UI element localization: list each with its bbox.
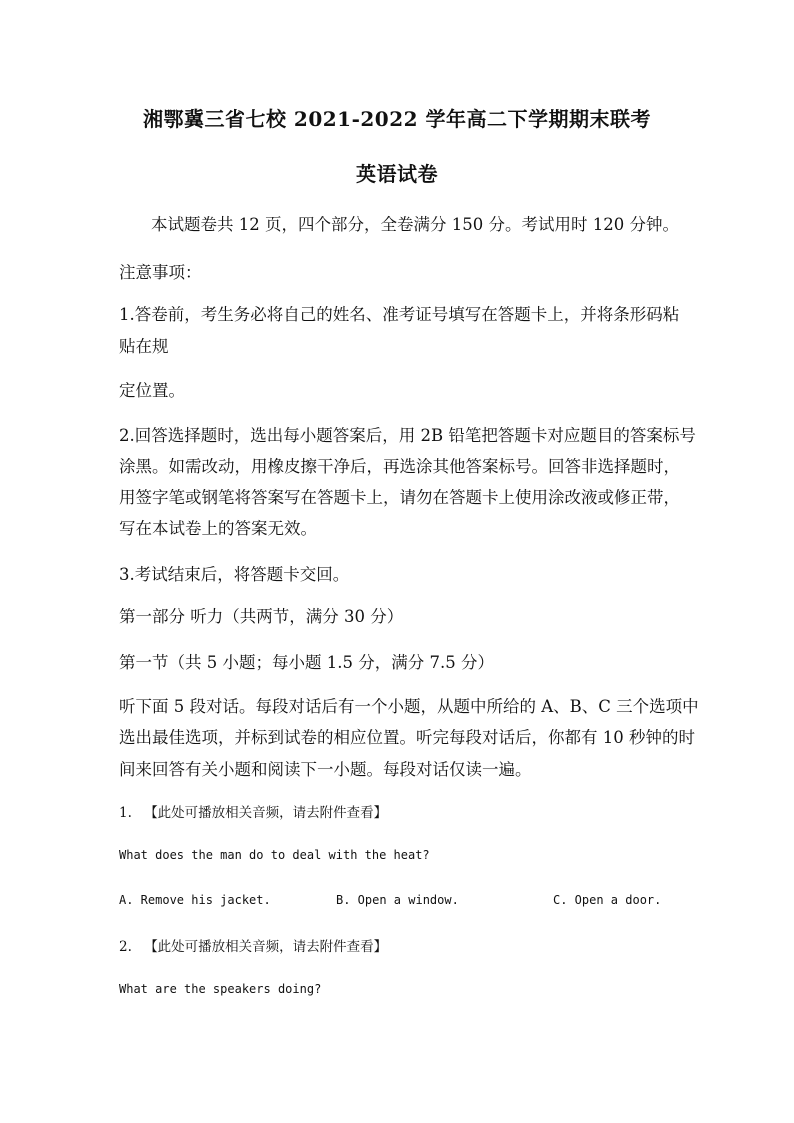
note-1-line-3: 定位置。 — [119, 381, 185, 400]
instructions-line-1: 听下面 5 段对话。每段对话后有一个小题，从题中所给的 A、B、C 三个选项中 — [119, 697, 699, 716]
note-2-line-1: 2.回答选择题时，选出每小题答案后，用 2B 铅笔把答题卡对应题目的答案标号 — [119, 426, 696, 445]
audio-note-link[interactable]: 【此处可播放相关音频，请去附件查看】 — [144, 939, 388, 955]
instructions-line-3: 间来回答有关小题和阅读下一小题。每段对话仅读一遍。 — [119, 760, 532, 779]
question-1-option-a: A. Remove his jacket. — [119, 893, 271, 907]
question-number: 1. — [119, 805, 132, 821]
notes-heading: 注意事项： — [119, 263, 202, 282]
question-1-option-c: C. Open a door. — [553, 893, 662, 907]
audio-note-link[interactable]: 【此处可播放相关音频，请去附件查看】 — [144, 805, 388, 821]
question-1-option-b: B. Open a window. — [336, 893, 459, 907]
section1-heading: 第一节（共 5 小题；每小题 1.5 分，满分 7.5 分） — [119, 653, 494, 672]
note-3: 3.考试结束后，将答题卡交回。 — [119, 565, 350, 584]
note-2-line-3: 用签字笔或钢笔将答案写在答题卡上，请勿在答题卡上使用涂改液或修正带， — [119, 488, 680, 507]
exam-subtitle: 英语试卷 — [356, 162, 438, 186]
note-2-line-2: 涂黑。如需改动，用橡皮擦干净后，再选涂其他答案标号。回答非选择题时， — [119, 457, 680, 476]
note-2-line-4: 写在本试卷上的答案无效。 — [119, 519, 317, 538]
instructions-line-2: 选出最佳选项，并标到试卷的相应位置。听完每段对话后，你都有 10 秒钟的时 — [119, 728, 695, 747]
question-2-text: What are the speakers doing? — [119, 982, 322, 996]
question-number: 2. — [119, 939, 132, 955]
question-1-header — [119, 801, 387, 821]
question-1-text: What does the man do to deal with the heat? — [119, 848, 430, 862]
exam-title: 湘鄂冀三省七校 2021-2022 学年高二下学期期末联考 — [142, 107, 652, 131]
question-2-header — [119, 935, 387, 955]
part1-heading: 第一部分 听力（共两节，满分 30 分） — [119, 607, 404, 626]
note-1-line-2: 贴在规 — [119, 337, 169, 356]
exam-intro: 本试题卷共 12 页，四个部分，全卷满分 150 分。考试用时 120 分钟。 — [151, 215, 679, 234]
note-1-line-1: 1.答卷前，考生务必将自己的姓名、准考证号填写在答题卡上，并将条形码粘 — [119, 305, 680, 324]
